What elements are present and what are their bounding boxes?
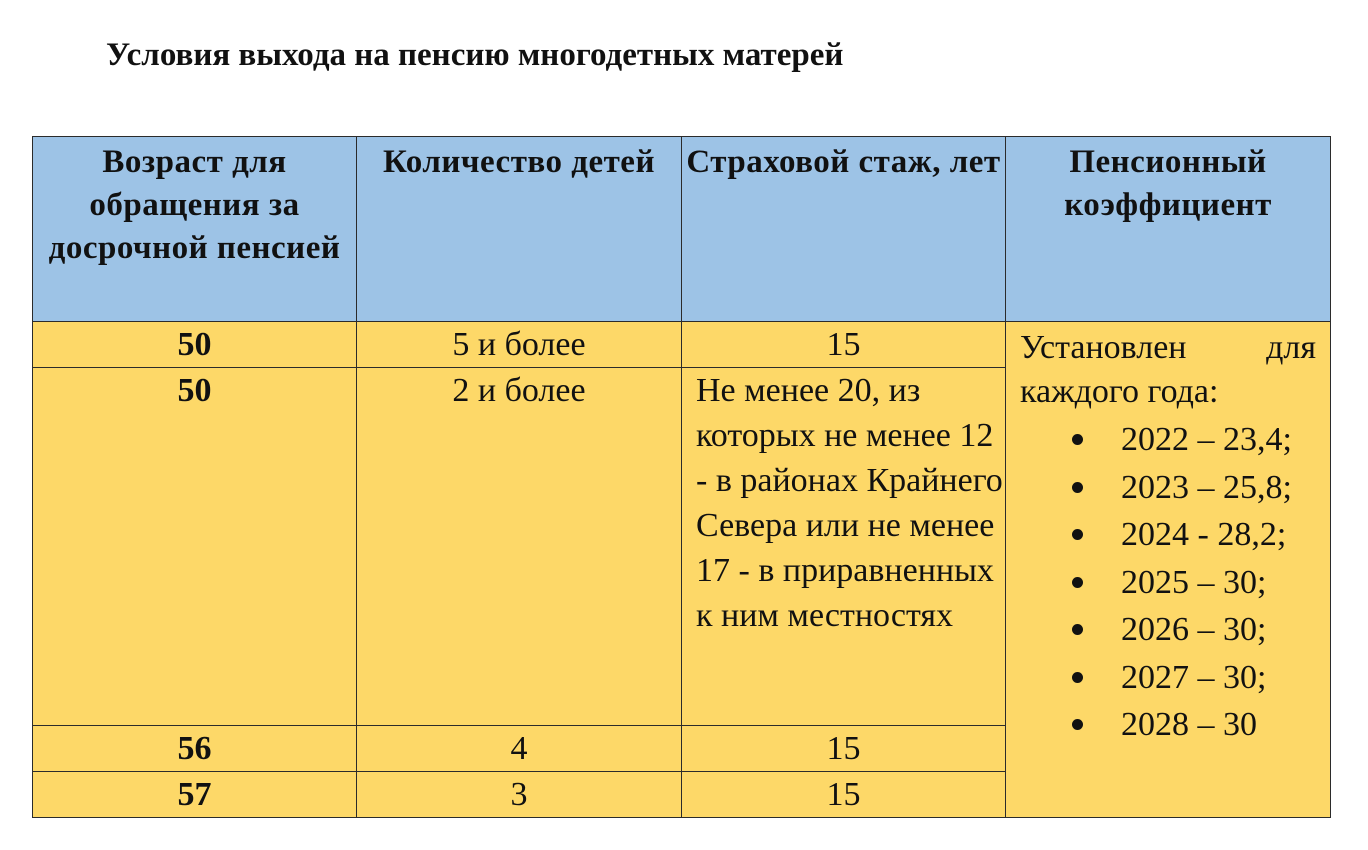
bullet-icon [1072, 434, 1083, 445]
year-value: 2026 – 30; [1121, 611, 1267, 649]
bullet-icon [1072, 624, 1083, 635]
list-item [1020, 511, 1316, 559]
year-value: 2024 - 28,2; [1121, 516, 1287, 554]
year-value: 2022 – 23,4; [1121, 421, 1292, 459]
header-stazh: Страховой стаж, лет [682, 137, 1006, 322]
year-value: 2023 – 25,8; [1121, 468, 1292, 506]
year-value: 2027 – 30; [1121, 658, 1267, 696]
cell-children: 4 [357, 726, 682, 772]
cell-age: 50 [33, 368, 357, 726]
cell-children: 3 [357, 772, 682, 818]
header-age: Возраст для обращения за досрочной пенсией [33, 137, 357, 322]
list-item [1020, 654, 1316, 702]
bullet-icon [1072, 672, 1083, 683]
bullet-icon [1072, 719, 1083, 730]
cell-stazh: Не менее 20, из которых не менее 12 - в районах Крайнего Севера или не менее 17 - в приравненных к ним местностях [682, 368, 1006, 726]
cell-age: 57 [33, 772, 357, 818]
list-item [1020, 559, 1316, 607]
list-item [1020, 606, 1316, 654]
cell-stazh: 15 [682, 322, 1006, 368]
pension-conditions-table [32, 136, 1331, 818]
header-coefficient: Пенсионный коэффициент [1006, 137, 1331, 322]
year-value: 2028 – 30 [1121, 706, 1257, 744]
coefficient-intro [1020, 326, 1316, 414]
list-item [1020, 701, 1316, 749]
bullet-icon [1072, 482, 1083, 493]
list-item [1020, 464, 1316, 512]
table-row [33, 322, 1331, 368]
coefficient-intro-word2: для [1266, 329, 1316, 366]
cell-children: 2 и более [357, 368, 682, 726]
cell-age: 56 [33, 726, 357, 772]
cell-stazh: 15 [682, 726, 1006, 772]
page-title: Условия выхода на пенсию многодетных матерей [106, 37, 844, 73]
cell-stazh: 15 [682, 772, 1006, 818]
year-value: 2025 – 30; [1121, 563, 1267, 601]
cell-age: 50 [33, 322, 357, 368]
list-item [1020, 416, 1316, 464]
cell-children: 5 и более [357, 322, 682, 368]
cell-coefficient [1006, 322, 1331, 818]
coefficient-intro-rest: каждого года: [1020, 373, 1219, 410]
bullet-icon [1072, 577, 1083, 588]
coefficient-year-list [1020, 416, 1316, 749]
header-children: Количество детей [357, 137, 682, 322]
table-header-row [33, 137, 1331, 322]
bullet-icon [1072, 529, 1083, 540]
coefficient-intro-word1: Установлен [1020, 329, 1187, 366]
